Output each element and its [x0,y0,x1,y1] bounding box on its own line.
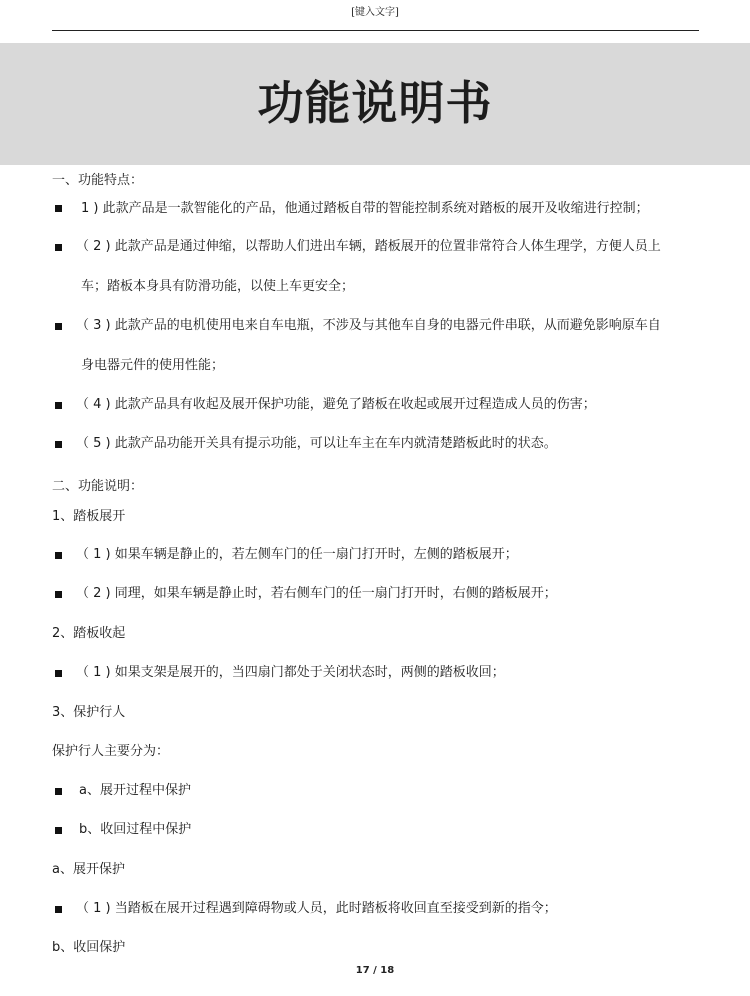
page-header-text: [键入文字] [351,7,399,18]
feature-item-5: （ 5 ) 此款产品功能开关具有提示功能，可以让车主在车内就清楚踏板此时的状态。 [76,436,557,451]
sub1-item-2: （ 2 ) 同理，如果车辆是静止时，若右侧车门的任一扇门打开时，右侧的踏板展开； [76,586,557,601]
sub-heading-3: 3、保护行人 [52,705,126,720]
document-title: 功能说明书 [257,76,493,130]
feature-item-2-line2: 车；踏板本身具有防滑功能，以使上车更安全； [81,279,355,294]
sub2-item-1: （ 1 ) 如果支架是展开的，当四扇门都处于关闭状态时，两侧的踏板收回； [76,665,505,680]
feature-item-1: 1 ) 此款产品是一款智能化的产品，他通过踏板自带的智能控制系统对踏板的展开及收缩进行控制； [81,201,649,216]
feature-item-2-line1: （ 2 ) 此款产品是通过伸缩，以帮助人们进出车辆，踏板展开的位置非常符合人体生理学，方便人员上 [76,239,661,254]
features-heading: 一、功能特点： [52,173,144,188]
bullet-icon [55,906,62,913]
function-heading: 二、功能说明： [52,479,144,494]
bullet-icon [55,441,62,448]
feature-item-3-line2: 身电器元件的使用性能； [81,358,225,373]
bullet-icon [55,552,62,559]
sub1-item-1: （ 1 ) 如果车辆是静止的，若左侧车门的任一扇门打开时，左侧的踏板展开； [76,547,518,562]
bullet-icon [55,205,62,212]
a-heading: a、展开保护 [52,862,125,877]
bullet-icon [55,323,62,330]
bullet-icon [55,788,62,795]
feature-item-3-line1: （ 3 ) 此款产品的电机使用电来自车电瓶，不涉及与其他车自身的电器元件串联，从而避免影响原车自 [76,318,661,333]
b-heading: b、收回保护 [52,940,126,955]
a-item-1: （ 1 ) 当踏板在展开过程遇到障碍物或人员，此时踏板将收回直至接受到新的指令； [76,901,557,916]
bullet-icon [55,244,62,251]
sub3-intro: 保护行人主要分为： [52,744,170,759]
sub3-item-b: b、收回过程中保护 [79,822,192,837]
sub3-item-a: a、展开过程中保护 [79,783,191,798]
bullet-icon [55,827,62,834]
bullet-icon [55,591,62,598]
sub-heading-1: 1、踏板展开 [52,509,126,524]
feature-item-4: （ 4 ) 此款产品具有收起及展开保护功能，避免了踏板在收起或展开过程造成人员的伤害； [76,397,596,412]
bullet-icon [55,402,62,409]
page-number: 17 / 18 [355,965,395,976]
bullet-icon [55,670,62,677]
sub-heading-2: 2、踏板收起 [52,626,126,641]
header-divider [52,30,699,31]
